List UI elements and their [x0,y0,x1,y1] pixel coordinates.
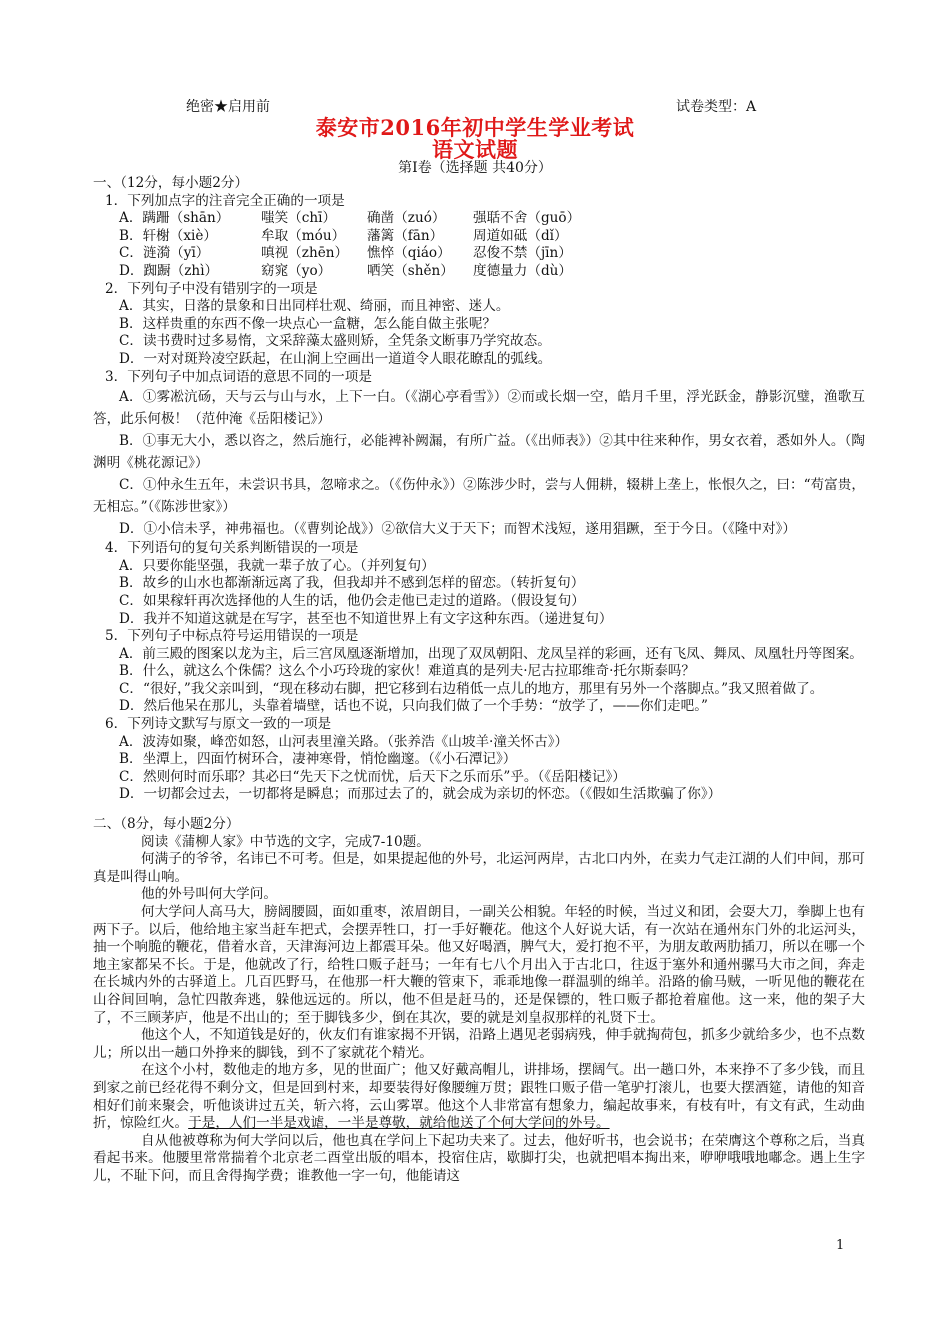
option-item: 藩篱（fān） [367,227,444,244]
section-gap [93,804,865,816]
exam-subject: 语文试题 [432,137,518,162]
question-4-option-c: C．如果稼轩再次选择他的人生的话，他仍会走他已走过的道路。（假设复句） [119,592,585,609]
section2-heading: 二、（8分，每小题2分） [93,816,240,833]
question-5-option-d: D．然后他呆在那儿，头靠着墙壁，话也不说，只向我们做了一个手势：“放学了，——你们走吧。” [119,698,708,715]
option-item: C．涟漪（yī） [119,245,210,262]
option-item: 忍俊不禁（jīn） [473,245,572,262]
question-4-option-b: B．故乡的山水也都渐渐远离了我，但我却并不感到怎样的留恋。（转折复句） [119,575,585,592]
question-6-option-c: C．然则何时而乐耶？其必曰“先天下之忧而忧，后天下之乐而乐”乎。（《岳阳楼记》） [119,768,626,785]
reading-paragraph-2: 他的外号叫何大学问。 [141,886,277,903]
option-item: 强聒不舍（guō） [473,210,581,227]
exam-content [93,175,865,1186]
option-item: 哂笑（shěn） [367,262,454,279]
page-number: 1 [836,1238,845,1253]
question-6-option-b: B．坐潭上，四面竹树环合，凄神寒骨，悄怆幽邃。（《小石潭记》） [119,751,517,768]
reading-paragraph-3: 何大学问人高马大，膀阔腰圆，面如重枣，浓眉朗目，一副关公相貌。年轻的时候，当过义和团，会耍大刀，拳脚上也有两下子。以后，他给地主家当赶车把式，会摆弄牲口，打一手好鞭花。他这个人好说大话，有一次站在通州东门外的北运河头，抽一个响脆的鞭花，借着水音，天津海河边上都震耳朵。他又好喝酒，脾气大，爱打抱不平，为朋友敢两肋插刀，所以在哪一个地主家都呆不长。于是，他就改了行，给牲口贩子赶马；一年有七八个月出入于古北口，往返于塞外和通州骡马大市之间，奔走在长城内外的古驿道上。几百匹野马，在他那一杆大鞭的管束下，乖乖地像一群温驯的绵羊。沿路的偷马贼，一听见他的鞭花在山谷间回响，急忙四散奔逃，躲他远远的。所以，他不但是赶马的，还是保镖的，牲口贩子都抢着雇他。这一来，他的架子大了，不三顾茅庐，他是不出山的；至于脚钱多少，倒在其次，要的就是刘皇叔那样的礼贤下士。 [93,904,865,1026]
question-3-option-a: A．①雾凇沆砀，天与云与山与水，上下一白。（《湖心亭看雪》）②而或长烟一空，皓月千里，浮光跃金，静影沉璧，渔歌互答，此乐何极！（范仲淹《岳阳楼记》） [93,389,865,428]
question-3-option-c: C．①仲永生五年，未尝识书具，忽啼求之。（《伤仲永》）②陈涉少时，尝与人佣耕，辍耕上垄上，怅恨久之，曰：“苟富贵，无相忘。”（《陈涉世家》） [93,477,865,516]
question-2-option-b: B．这样贵重的东西不像一块点心一盒糖，怎么能自做主张呢？ [119,315,497,332]
option-item: 确凿（zuó） [367,210,446,227]
question-1-option-a [93,210,865,228]
option-item: 嗤笑（chī） [261,210,337,227]
question-3-stem: 3．下列句子中加点词语的意思不同的一项是 [105,368,372,385]
option-item: A．蹒跚（shān） [119,210,230,227]
option-item: 嗔视（zhēn） [261,245,349,262]
reading-paragraph-5-text: 在这个小村，数他走的地方多，见的世面广；他又好戴高帽儿，讲排场，摆阔气。出一趟口外，本来挣不了多少钱，而且到家之前已经花得不剩分文，但是回到村来，却要装得好像腰缠万贯；跟牲口贩子借一笔驴打滚儿，也要大摆酒筵，请他的知音相好们前来聚会，听他谈讲过五关，斩六将，云山雾罩。他这个人非常富有想象力，编起故事来，有枝有叶，有文有武，生动曲折，惊险红火。 [93,1062,865,1132]
question-1-option-d [93,263,865,281]
question-4-option-a: A．只要你能坚强，我就一辈子放了心。（并列复句） [119,557,435,574]
option-item: 憔悴（qiáo） [367,245,451,262]
question-5-option-c: C．“很好，”我父亲叫到，“现在移动右脚，把它移到右边稍低一点儿的地方，那里有另外一个落脚点。”我又照着做了。 [119,680,824,697]
underlined-sentence: 于是，人们一半是戏谑，一半是尊敬，就给他送了个何大学问的外号。 [188,1115,610,1132]
part-heading: 第Ⅰ卷（选择题 共40分） [398,160,552,176]
question-2-option-d: D．一对对斑羚凌空跃起，在山涧上空画出一道道令人眼花瞭乱的弧线。 [119,350,552,367]
reading-intro: 阅读《蒲柳人家》中节选的文字，完成7-10题。 [141,833,430,850]
reading-paragraph-5 [93,1062,865,1132]
question-6-option-a: A．波涛如聚，峰峦如怒，山河表里潼关路。（张养浩《山坡羊·潼关怀古》） [119,733,569,750]
confidential-label: 绝密★启用前 [186,99,270,115]
question-1-option-b [93,228,865,246]
question-3-option-d: D．①小信未孚，神弗福也。（《曹刿论战》）②欲信大义于天下；而智术浅短，遂用猖蹶，至于今日。（《隆中对》） [119,521,796,538]
question-1-stem: 1．下列加点字的注音完全正确的一项是 [105,192,345,209]
question-2-option-c: C．读书费时过多易惰，文采辞藻太盛则矫，全凭条文断事乃学究故态。 [119,333,551,350]
exam-title: 泰安市2016年初中学生学业考试 [315,115,635,140]
option-item: B．轩榭（xiè） [119,227,218,244]
option-item: 牟取（móu） [261,227,346,244]
reading-paragraph-6: 自从他被尊称为何大学问以后，他也真在学问上下起功夫来了。过去，他好听书，也会说书；在荣膺这个尊称之后，当真看起书来。他腰里常常揣着个北京老二酉堂出版的唱本，投宿住店，歇脚打尖，也就把唱本掏出来，咿咿哦哦地嘟念。遇上生字儿，不耻下问，而且舍得掏学费；谁教他一字一句，他能请这 [93,1132,865,1184]
option-item: 度德量力（dù） [473,262,573,279]
question-6-stem: 6．下列诗文默写与原文一致的一项是 [105,716,332,733]
question-4-option-d: D．我并不知道这就是在写字，甚至也不知道世界上有文字这种东西。（递进复句） [119,610,613,627]
question-2-option-a: A．其实，日落的景象和日出同样壮观、绮丽，而且神密、迷人。 [119,298,510,315]
option-item: 周道如砥（dǐ） [473,227,568,244]
reading-paragraph-1: 何满子的爷爷，名讳已不可考。但是，如果提起他的外号，北运河两岸，古北口内外，在卖力气走江湖的人们中间，那可真是叫得山响。 [93,851,865,885]
question-2-stem: 2．下列句子中没有错别字的一项是 [105,280,318,297]
question-5-stem: 5．下列句子中标点符号运用错误的一项是 [105,628,359,645]
question-5-option-b: B．什么，就这么个侏儒？这么个小巧玲珑的家伙！难道真的是列夫·尼古拉耶维奇·托尔斯泰吗？ [119,663,695,680]
paper-type-label: 试卷类型：A [676,99,757,115]
section1-heading: 一、（12分，每小题2分） [93,175,249,191]
question-3-option-b: B．①事无大小，悉以咨之，然后施行，必能裨补阙漏，有所广益。（《出师表》）②其中往来种作，男女衣着，悉如外人。（陶渊明《桃花源记》） [93,433,865,472]
question-5-option-a: A．前三殿的图案以龙为主，后三宫凤凰逐渐增加，出现了双凤朝阳、龙凤呈祥的彩画，还有飞凤、舞凤、凤凰牡丹等图案。 [119,645,863,662]
question-6-option-d: D．一切都会过去，一切都将是瞬息；而那过去了的，就会成为亲切的怀恋。（《假如生活欺骗了你》） [119,786,722,803]
option-item: 窈窕（yo） [261,262,332,279]
question-1-option-c [93,245,865,263]
option-item: D．踟蹰（zhì） [119,262,219,279]
question-4-stem: 4．下列语句的复句关系判断错误的一项是 [105,540,359,557]
reading-paragraph-4: 他这个人，不知道钱是好的，伙友们有谁家揭不开锅，沿路上遇见老弱病残，伸手就掏荷包，抓多少就给多少，也不点数儿；所以出一趟口外挣来的脚钱，到不了家就花个精光。 [93,1027,865,1061]
